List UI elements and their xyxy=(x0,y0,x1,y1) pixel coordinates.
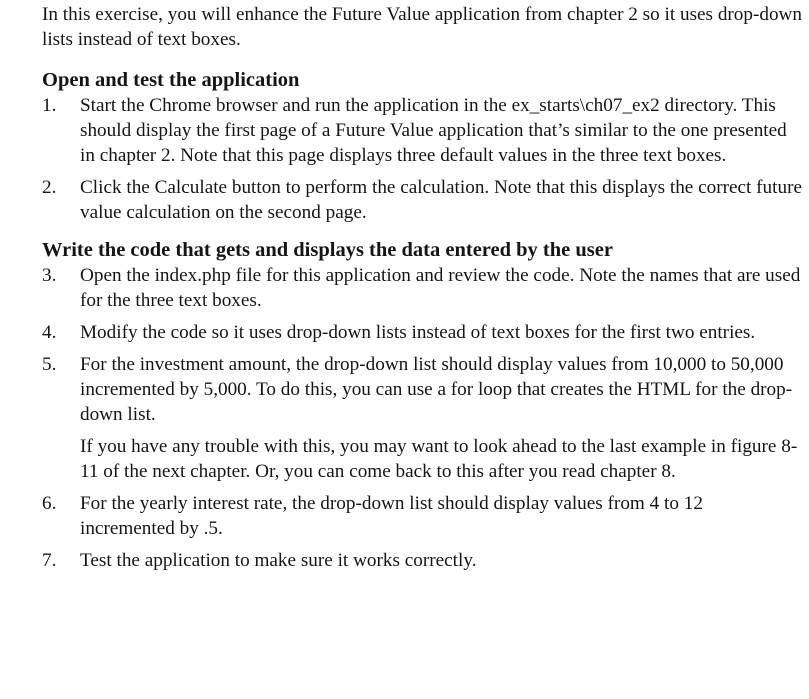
step-5 xyxy=(42,352,802,484)
step-number: 7. xyxy=(42,550,57,571)
step-1 xyxy=(42,93,802,168)
step-text: Open the index.php file for this application and review the code. Note the names that are used for the three text boxes. xyxy=(80,265,801,311)
section-heading-write-the-code: Write the code that gets and displays the data entered by the user xyxy=(42,239,613,261)
step-6 xyxy=(42,491,802,541)
step-text: Start the Chrome browser and run the application in the ex_starts\ch07_ex2 directory. This should display the first page of a Future Value application that’s similar to the one presented in chapter 2. Note that this page displays three default values in the three text boxes. xyxy=(80,95,787,166)
exercise-page xyxy=(42,0,802,573)
step-text: Modify the code so it uses drop-down lists instead of text boxes for the first two entries. xyxy=(80,322,756,343)
step-text: For the investment amount, the drop-down list should display values from 10,000 to 50,000 incremented by 5,000. To do this, you can use a for loop that creates the HTML for the drop-down list. xyxy=(80,354,793,425)
step-number: 6. xyxy=(42,493,57,514)
step-text: Click the Calculate button to perform the calculation. Note that this displays the correct future value calculation on the second page. xyxy=(80,177,802,223)
step-note: If you have any trouble with this, you may want to look ahead to the last example in figure 8-11 of the next chapter. Or, you can come back to this after you read chapter 8. xyxy=(80,436,798,482)
step-text: Test the application to make sure it works correctly. xyxy=(80,550,477,571)
step-2 xyxy=(42,175,802,225)
intro-paragraph: In this exercise, you will enhance the Future Value application from chapter 2 so it uses drop-down lists instead of text boxes. xyxy=(42,4,803,50)
step-text: For the yearly interest rate, the drop-down list should display values from 4 to 12 incremented by .5. xyxy=(80,493,703,539)
step-number: 3. xyxy=(42,265,57,286)
step-list-open-and-test xyxy=(42,93,802,225)
step-number: 2. xyxy=(42,177,57,198)
step-3 xyxy=(42,263,802,313)
section-heading-open-and-test: Open and test the application xyxy=(42,69,300,91)
step-number: 5. xyxy=(42,354,57,375)
step-4 xyxy=(42,320,802,345)
step-number: 4. xyxy=(42,322,57,343)
step-number: 1. xyxy=(42,95,57,116)
step-list-write-the-code xyxy=(42,263,802,573)
step-7 xyxy=(42,548,802,573)
